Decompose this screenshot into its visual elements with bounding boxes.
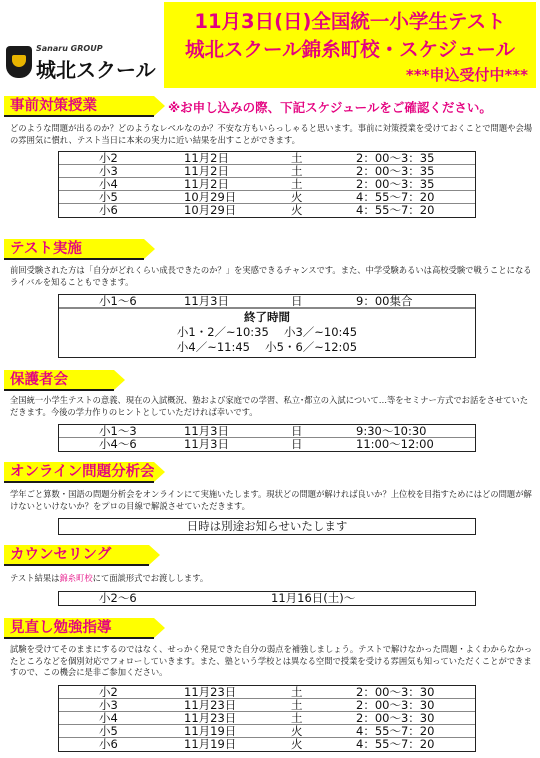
prep-schedule-table [58, 151, 476, 218]
end-time-line: 小1・2／~10:35 小3／~10:45 [176, 325, 358, 339]
grade-cell: 小5 [99, 724, 118, 738]
grade-cell: 小4 [99, 177, 118, 191]
date-cell: 11月2日 [184, 151, 229, 165]
date-cell: 11月2日 [184, 177, 229, 191]
time-cell: 2：00～3：35 [356, 177, 435, 191]
counsel-description [10, 573, 534, 585]
section-title-counsel: カウンセリング [4, 545, 149, 566]
time-cell: 2：00～3：30 [356, 685, 435, 699]
test-description: 前回受験された方は「自分がどれくらい成長できたのか？」を実感できるチャンスです。また、中学受験あるいは高校受験で戦うことになるライバルを知ることもできます。 [10, 265, 532, 287]
day-cell: 土 [291, 177, 303, 191]
grade-cell: 小4～6 [99, 437, 137, 451]
review-description: 試験を受けてそのままにするのではなく、せっかく発見できた自分の弱点を補強しましょう。テストで解けなかった問題・よくわからなかったところなどを個別対応でフォローしていきます。また、塾という学校とは異なる空間で授業を受ける雰囲気も知っていただくことができますので、この機会に是非ご参加ください。 [10, 644, 533, 677]
day-cell: 火 [291, 203, 303, 217]
time-cell: 11:00～12:00 [356, 437, 434, 451]
day-cell: 土 [291, 698, 303, 712]
time-cell: 4：55～7：20 [356, 724, 435, 738]
end-time-label: 終了時間 [244, 310, 290, 324]
date-cell: 11月19日 [184, 724, 237, 738]
page-title: 11月3日(日)全国統一小学生テスト [194, 10, 506, 33]
parents-description: 全国統一小学生テストの意義、現在の入試概況、塾および家庭での学習、私立･都立の入試について…等をセミナー方式でお話をさせていただきます。今後の学力作りのヒントとしていただければ幸いです。 [10, 395, 529, 417]
section-title-test: テスト実施 [4, 239, 144, 260]
date-cell: 10月29日 [184, 203, 237, 217]
online-note-box [58, 518, 476, 535]
end-time-line: 小4／~11:45 小5・6／~12:05 [176, 340, 358, 354]
grade-cell: 小2 [99, 685, 118, 699]
grade-cell: 小1～3 [99, 424, 137, 438]
section-title-parents: 保護者会 [4, 370, 114, 391]
test-schedule-table [58, 294, 476, 358]
date-cell: 11月23日 [184, 685, 237, 699]
online-note: 日時は別途お知らせいたします [186, 519, 348, 533]
day-cell: 土 [291, 151, 303, 165]
date-cell: 11月16日(土)～ [271, 591, 356, 605]
date-cell: 11月19日 [184, 737, 237, 751]
school-logo [6, 44, 156, 80]
table-row [59, 204, 475, 217]
review-schedule-table [58, 685, 476, 752]
day-cell: 日 [291, 424, 303, 438]
online-description: 学年ごと算数・国語の問題分析会をオンラインにて実施いたします。現状どの問題が解ければ良いか？上位校を目指すためにはどの問題が解けないといけないか？をプロの目線で解説させていただきます。 [10, 489, 532, 511]
grade-cell: 小4 [99, 711, 118, 725]
time-cell: 2：00～3：35 [356, 164, 435, 178]
date-cell: 11月3日 [184, 437, 229, 451]
emblem-icon [6, 46, 32, 78]
table-row [59, 592, 475, 605]
day-cell: 土 [291, 164, 303, 178]
table-row [59, 738, 475, 751]
grade-cell: 小6 [99, 737, 118, 751]
grade-cell: 小5 [99, 190, 118, 204]
day-cell: 火 [291, 724, 303, 738]
date-cell: 11月3日 [184, 294, 229, 308]
table-row [59, 295, 475, 308]
time-cell: 2：00～3：30 [356, 698, 435, 712]
date-cell: 10月29日 [184, 190, 237, 204]
section-title-prep: 事前対策授業 [4, 96, 154, 117]
counsel-text: にて面談形式でお渡しします。 [92, 573, 209, 583]
grade-cell: 小3 [99, 698, 118, 712]
counsel-text: テスト結果は [10, 573, 60, 583]
date-cell: 11月3日 [184, 424, 229, 438]
schedule-notice: ※お申し込みの際、下記スケジュールをご確認ください。 [168, 100, 492, 115]
title-banner [164, 2, 536, 88]
brand-name: 城北スクール [36, 58, 156, 82]
counsel-schedule-table [58, 591, 476, 606]
brand-group-label: Sanaru GROUP [36, 44, 103, 53]
time-cell: 2：00～3：30 [356, 711, 435, 725]
grade-cell: 小3 [99, 164, 118, 178]
section-title-online: オンライン問題分析会 [4, 462, 154, 483]
grade-cell: 小2 [99, 151, 118, 165]
section-title-review: 見直し勉強指導 [4, 618, 154, 639]
counsel-school: 錦糸町校 [59, 573, 93, 583]
time-cell: 4：55～7：20 [356, 203, 435, 217]
grade-cell: 小6 [99, 203, 118, 217]
grade-cell: 小2～6 [99, 591, 137, 605]
end-time-block [59, 308, 475, 357]
page-subtitle: 城北スクール錦糸町校・スケジュール [185, 38, 515, 61]
day-cell: 日 [291, 294, 303, 308]
time-cell: 4：55～7：20 [356, 737, 435, 751]
day-cell: 火 [291, 190, 303, 204]
day-cell: 日 [291, 437, 303, 451]
grade-cell: 小1～6 [99, 294, 137, 308]
parents-schedule-table [58, 424, 476, 452]
date-cell: 11月23日 [184, 698, 237, 712]
prep-description: どのような問題が出るのか？どのようなレベルなのか？不安な方もいらっしゃると思います。事前に対策授業を受けておくことで問題や会場の雰囲気に慣れ、テスト当日に本来の実力に近い結果を出すことができます。 [10, 123, 533, 145]
day-cell: 土 [291, 711, 303, 725]
date-cell: 11月2日 [184, 164, 229, 178]
day-cell: 土 [291, 685, 303, 699]
table-row [59, 438, 475, 451]
time-cell: 4：55～7：20 [356, 190, 435, 204]
day-cell: 火 [291, 737, 303, 751]
date-cell: 11月23日 [184, 711, 237, 725]
time-cell: 2：00～3：35 [356, 151, 435, 165]
application-status: ***申込受付中*** [405, 66, 528, 84]
time-cell: 9：00集合 [356, 294, 413, 308]
time-cell: 9:30～10:30 [356, 424, 427, 438]
